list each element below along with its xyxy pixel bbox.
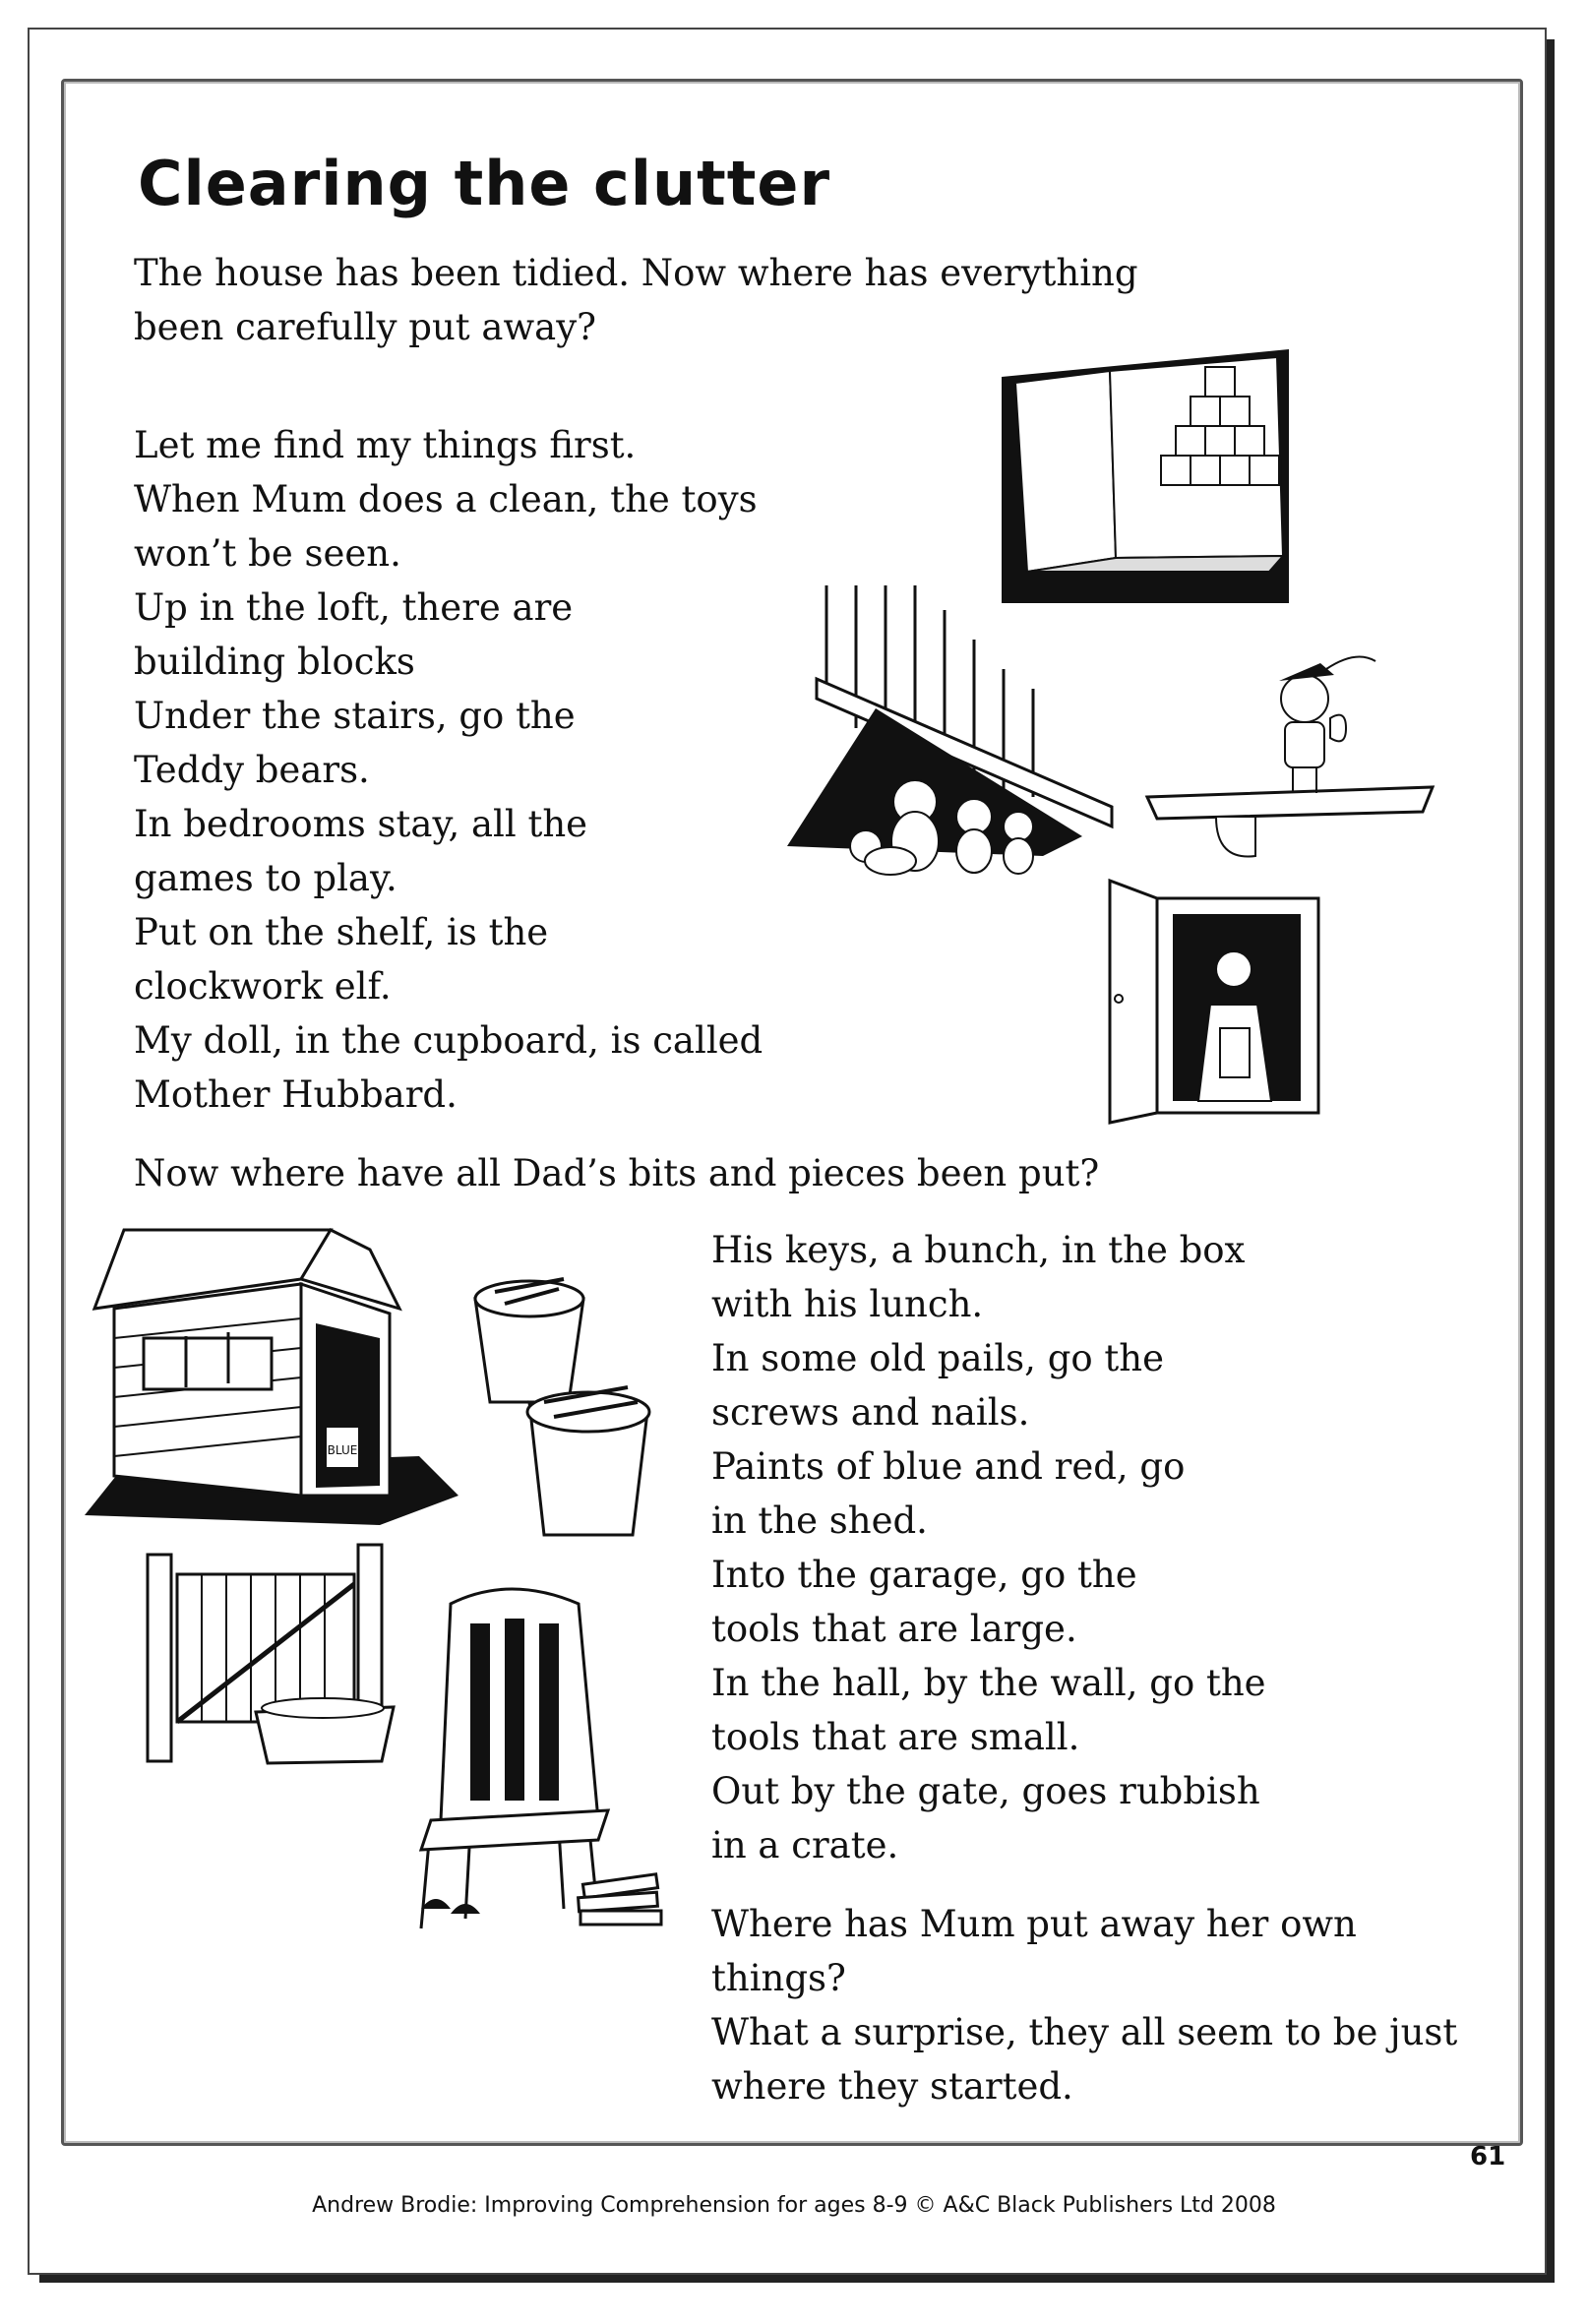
intro-line: been carefully put away?	[134, 306, 596, 348]
pails-screws-nails-illustration	[470, 1264, 657, 1545]
poem-line: games to play.	[134, 857, 397, 899]
poem-line: Out by the gate, goes rubbish	[711, 1770, 1260, 1812]
closing-line: What a surprise, they all seem to be just	[711, 2011, 1458, 2053]
poem-line: In bedrooms stay, all the	[134, 803, 588, 845]
closing-paragraph	[711, 1897, 1457, 2113]
poem-line: When Mum does a clean, the toys	[134, 478, 758, 520]
closing-line: things?	[711, 1957, 846, 1999]
poem-line: building blocks	[134, 641, 415, 683]
gate-crate-illustration	[148, 1545, 403, 1766]
poem-line: screws and nails.	[711, 1391, 1030, 1434]
poem-line: clockwork elf.	[134, 965, 392, 1008]
poem-line: tools that are large.	[711, 1608, 1077, 1650]
poem-line: Up in the loft, there are	[134, 586, 574, 629]
poem-line: Teddy bears.	[134, 749, 370, 791]
cupboard-doll-illustration	[1108, 881, 1320, 1123]
poem-line: Mother Hubbard.	[134, 1073, 458, 1116]
poem-part-two	[711, 1223, 1266, 1872]
chair-coat-illustration	[411, 1584, 687, 1938]
closing-line: Where has Mum put away her own	[711, 1903, 1357, 1945]
poem-line: His keys, a bunch, in the box	[711, 1229, 1246, 1271]
stairs-teddy-bears-illustration	[787, 581, 1112, 886]
poem-line: with his lunch.	[711, 1283, 984, 1325]
poem-line: Paints of blue and red, go	[711, 1445, 1186, 1488]
page-number: 61	[1470, 2142, 1506, 2171]
page-title: Clearing the clutter	[138, 148, 831, 219]
question-line: Now where have all Dad’s bits and pieces been put?	[134, 1152, 1100, 1194]
shelf-elf-illustration	[1147, 649, 1433, 866]
poem-line: Into the garage, go the	[711, 1554, 1137, 1596]
poem-line: won’t be seen.	[134, 532, 401, 575]
poem-line: My doll, in the cupboard, is called	[134, 1019, 763, 1062]
paint-tin-label: BLUE	[327, 1443, 358, 1457]
poem-line: tools that are small.	[711, 1716, 1080, 1758]
intro-paragraph	[134, 246, 1138, 354]
poem-line: in a crate.	[711, 1824, 899, 1866]
footer-credit: Andrew Brodie: Improving Comprehension for ages 8-9 © A&C Black Publishers Ltd 2008	[312, 2193, 1276, 2218]
poem-line: Put on the shelf, is the	[134, 911, 549, 953]
poem-line: in the shed.	[711, 1499, 928, 1542]
question-dad	[134, 1146, 1099, 1200]
loft-blocks-illustration	[1002, 349, 1289, 603]
poem-line: Under the stairs, go the	[134, 695, 576, 737]
shed-paint-illustration	[85, 1230, 458, 1535]
intro-line: The house has been tidied. Now where has everything	[134, 252, 1138, 294]
closing-line: where they started.	[711, 2065, 1073, 2108]
poem-line: In some old pails, go the	[711, 1337, 1165, 1379]
poem-line: In the hall, by the wall, go the	[711, 1662, 1266, 1704]
poem-line: Let me find my things first.	[134, 424, 637, 466]
poem-part-one	[134, 418, 763, 1122]
